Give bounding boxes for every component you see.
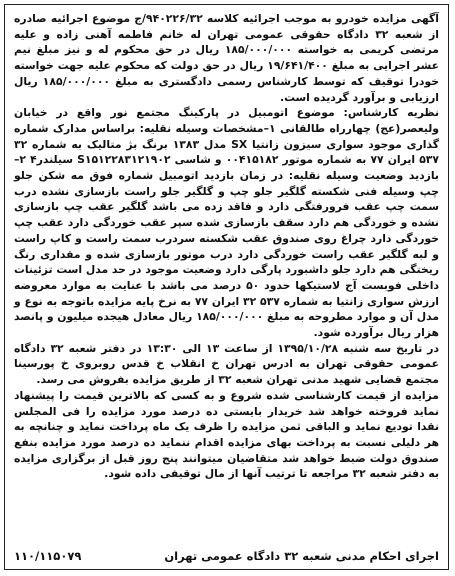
- notice-paragraph-date-location: در تاریخ سه شنبه ۱۳۹۵/۱۰/۲۸ از ساعت ۱۳ الی ۱۳:۳۰ در دفتر شعبه ۳۲ دادگاه عمومی حقوقی تهران به ادرس تهران خ انقلاب خ قدس روبروی خ پورسینا مجتمع قضایی شهید مدنی تهران شعبه ۳۲ از طریق مزایده بفروش می رسد.: [14, 341, 440, 387]
- notice-paragraph-intro: آگهی مزایده خودرو به موجب اجرائیه کلاسه ۹۴۰۲۲۶/۳۲/ج موضوع اجرائیه صادره از شعبه ۳۲ دادگاه حقوقی عمومی تهران له خانم فاطمه آهنی زاده و علیه مرتضی کریمی به خواسته ۱۸۵/۰۰۰/۰۰۰ ریال در حق محکوم له و نیز مبلغ نیم عشر اجرایی به مبلغ ۱۹/۶۴۱/۴۰۰ ریال در حق دولت که محکوم علیه جهت خواسته خودرا توقیف که توسط کارشناس رسمی دادگستری به مبلغ ۱۸۵/۰۰۰/۰۰۰ ریال ارزیابی و برآورد گردیده است.: [14, 12, 440, 104]
- notice-reference-number: ۱۱۰/۱۱۵۰۷۹: [14, 549, 82, 563]
- auction-notice: [4, 4, 449, 570]
- notice-paragraph-expert-opinion: نظریه کارشناس: موضوع اتومبیل در پارکینگ مجتمع نور واقع در خیابان ولیعصر(عج) چهارراه طالقانی ۱–مشخصات وسیله نقلیه: براساس مدارک شماره گذاری موجود سواری سیزون زانتیا SX مدل ۱۳۸۳ برنگ بژ متالیک به شماره ۳۲ ۵۳۷ ایران ۷۷ به شماره موتور ۰۰۴۱۵۱۸۲ و شاسی S۱۵۱۲۲۸۳۱۲۱۹۰۲ سیلندر۴ ۲–بازدید وضعیت وسیله نقلیه: در زمان بازدید اتومبیل شماره فوق مه شکن جلو چپ وسیله فنی شکسته گلگیر جلو چپ و گلگیر جلو راست بازسازی نشده درب سمت چپ عقب فرورفتگی دارد و فاقد زده می باشد گلگیر عقب چپ بازسازی نشده و خوردگی هم دارد سقف بازسازی شده سپر عقب خوردگی دارد عقب چپ خوردگی دارد چراغ روی صندوق عقب شکسته سردرب سمت راست و کاپ راست و لبه گلگیر عقب راست خوردگی دارد درب موتور بازسازی شده و مقداری رنگ ریختگی هم دارد جلو داشبورد پارگی دارد وضعیت موجود در حد مدل است تزئینات داخلی فوبست آج لاستیکها حدود ۵۰ درصد می باشد با عنایت به موارد معروضه ارزش سواری زانتیا به شماره ۵۳۷ ۳۲ ایران ۷۷ به نرخ پایه مزایده باتوجه به نوع و مدل آن و موارد مطروحه به مبلغ ۱۸۵/۰۰۰/۰۰۰ ریال معادل هیجده میلیون و پانصد هزار ریال برآورده شود.: [14, 106, 440, 340]
- notice-paragraph-terms: مزایده از قیمت کارشناسی شده شروع و به کسی که بالاترین قیمت را پیشنهاد نماید فروخته خواهد شد خریدار بایستی ده درصد مورد مزایده را فی المجلس نقدا تودیع نماید و الباقی ثمن مزایده را ظرف یک ماه پرداخت نماید و چنانچه به هر دلیلی نسبت به پرداخت بهای مزایده اقدام ننماید ده درصد مورد مزایده بنفع صندوق دولت ضبط خواهد شد متقاضیان میتوانند پنج روز قبل از برگزاری مزایده به دفتر شعبه ۳۲ مراجعه تا ترتیب آنها از مال توقیفی داده شود.: [14, 388, 439, 481]
- notice-footer: [14, 549, 439, 563]
- notice-signature: اجرای احکام مدنی شعبه ۳۲ دادگاه عمومی تهران: [164, 549, 439, 563]
- notice-body: [14, 11, 439, 482]
